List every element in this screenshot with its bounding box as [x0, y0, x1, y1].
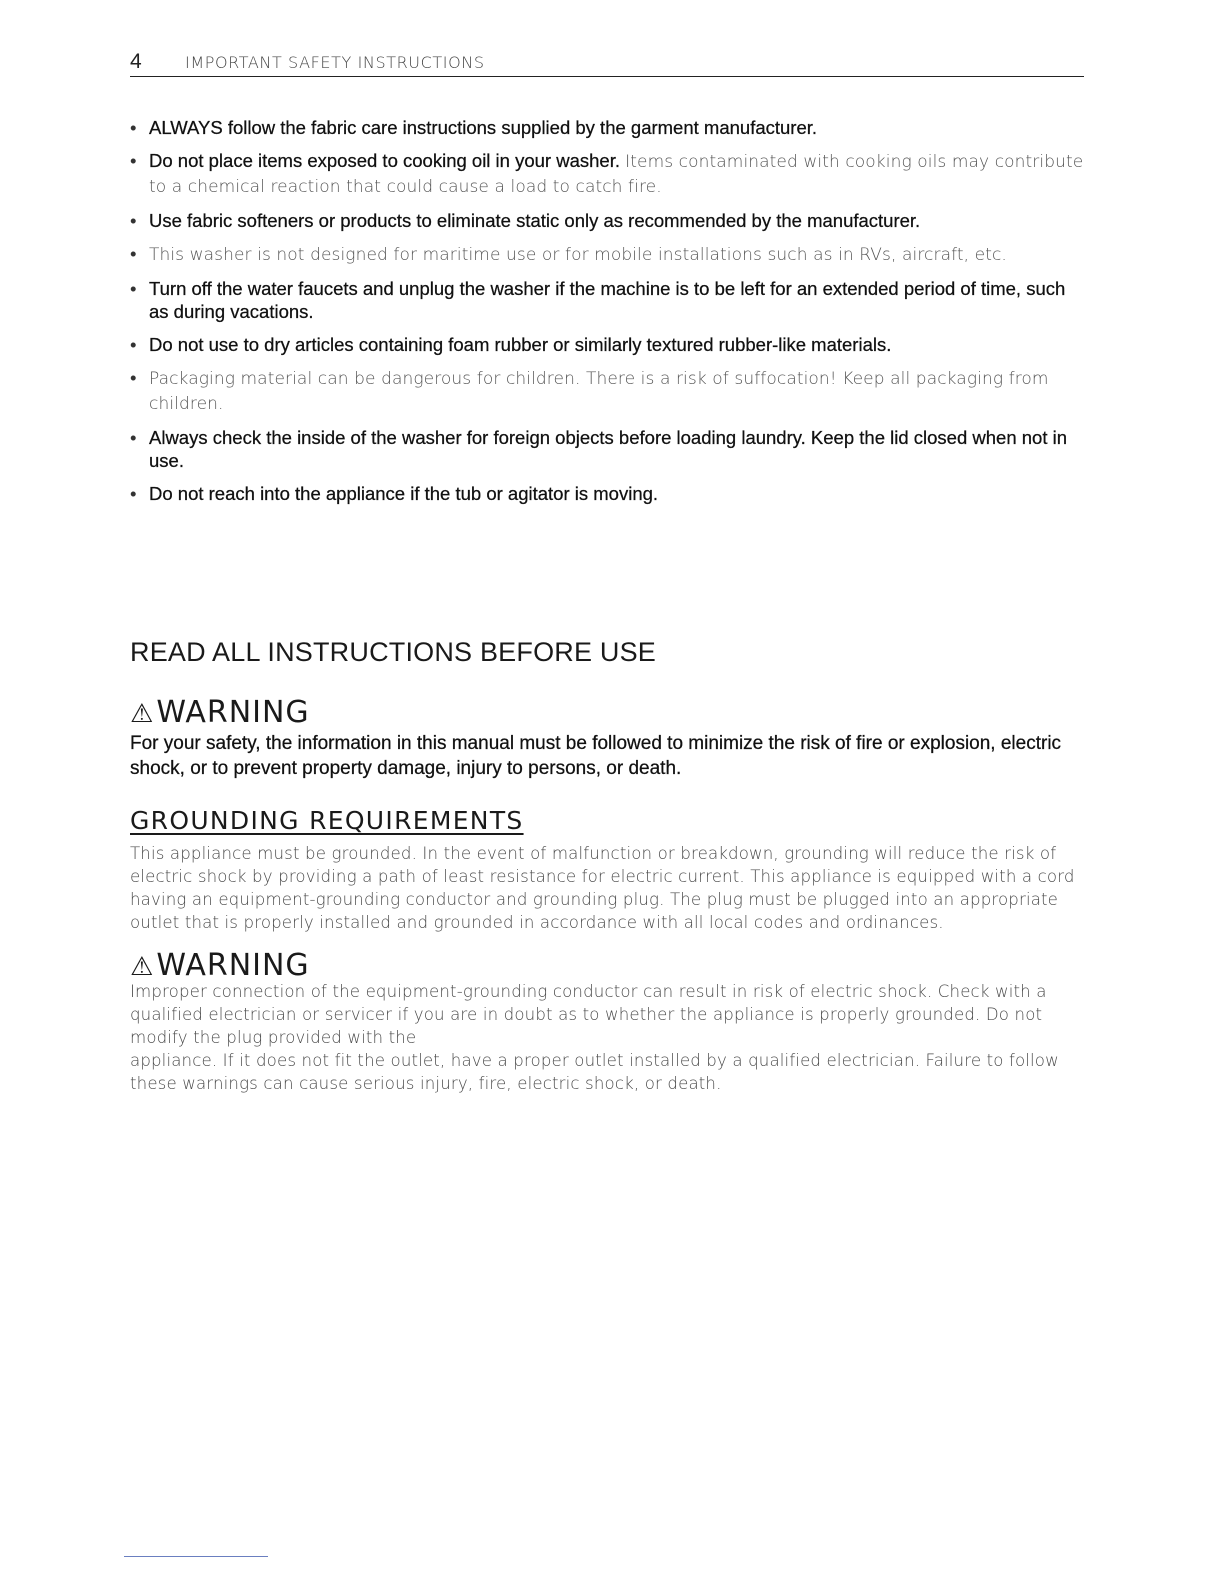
warning-title: ⚠WARNING	[130, 948, 310, 983]
grounding-text: This appliance must be grounded. In the event of malfunction or breakdown, grounding will reduce the risk of electric shock by providing a path of least resistance for electric current. This appliance is equipped with a cord having an equipment-grounding conductor and grounding plug. The plug must be plugged into an appropriate outlet that is properly installed and grounded in accordance with all local codes and ordinances.	[130, 844, 1075, 932]
footer-rule	[124, 1556, 268, 1557]
list-item: • ALWAYS follow the fabric care instructions supplied by the garment manufacturer.	[130, 116, 1085, 139]
grounding-heading: GROUNDING REQUIREMENTS	[130, 806, 524, 835]
warning-title: ⚠WARNING	[130, 695, 310, 730]
list-item: • Turn off the water faucets and unplug the washer if the machine is to be left for an extended period of time, such as during vacations.	[130, 277, 1085, 323]
page-header	[130, 50, 1084, 77]
list-item: • Always check the inside of the washer for foreign objects before loading laundry. Keep the lid closed when not in use.	[130, 426, 1085, 472]
warning-triangle-icon: ⚠	[130, 952, 155, 982]
safety-bullet-list	[130, 116, 1085, 515]
running-title: IMPORTANT SAFETY INSTRUCTIONS	[185, 53, 485, 72]
warning-safety-text: For your safety, the information in this manual must be followed to minimize the risk of fire or explosion, electric shock, or to prevent property damage, injury to persons, or death.	[130, 733, 1062, 779]
list-item: • Packaging material can be dangerous for children. There is a risk of suffocation! Keep all packaging from children.	[130, 366, 1085, 416]
list-item: • Use fabric softeners or products to eliminate static only as recommended by the manufacturer.	[130, 209, 1085, 232]
warning-triangle-icon: ⚠	[130, 699, 155, 729]
list-item: • Do not reach into the appliance if the tub or agitator is moving.	[130, 482, 1085, 505]
list-item: • Do not use to dry articles containing foam rubber or similarly textured rubber-like materials.	[130, 333, 1085, 356]
grounding-warning-text: Improper connection of the equipment-grounding conductor can result in risk of electric shock. Check with a qualified electrician or servicer if you are in doubt as to whether the appliance is properly grounded. Do not modify the plug provided with the appliance. If it does not fit the outlet, have a proper outlet installed by a qualified electrician. Failure to follow these warnings can cause serious injury, fire, electric shock, or death.	[130, 982, 1059, 1093]
page-number: 4	[130, 50, 142, 73]
read-all-heading: READ ALL INSTRUCTIONS BEFORE USE	[130, 637, 657, 667]
list-item: • This washer is not designed for maritime use or for mobile installations such as in RVs, aircraft, etc.	[130, 242, 1085, 267]
list-item: • Do not place items exposed to cooking oil in your washer. Items contaminated with cooking oils may contribute to a chemical reaction that could cause a load to catch fire.	[130, 149, 1085, 199]
